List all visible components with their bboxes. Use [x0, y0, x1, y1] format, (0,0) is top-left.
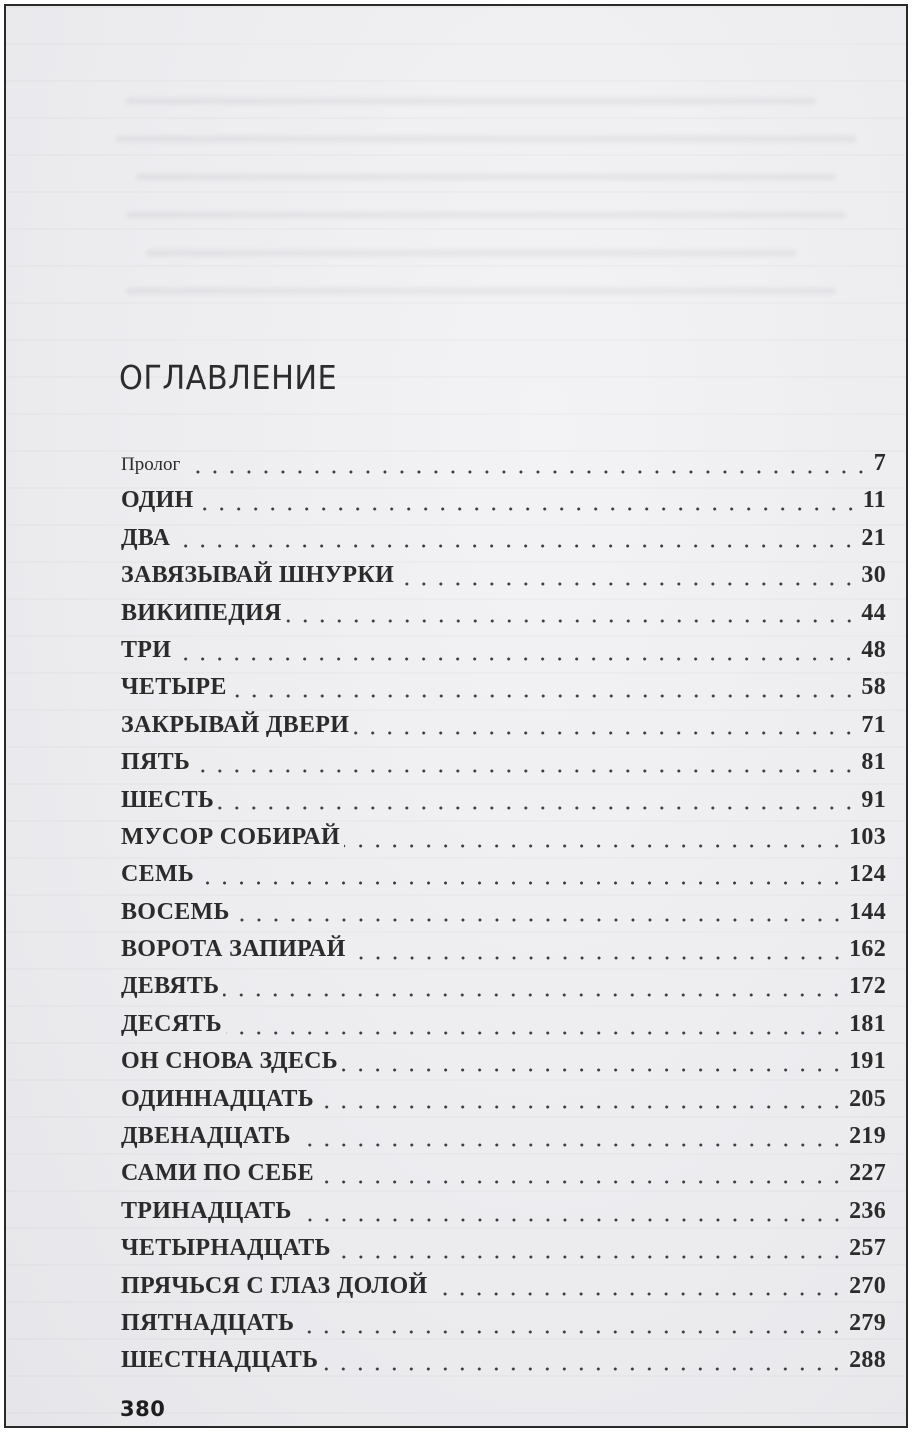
toc-entry-title: ОДИН [121, 487, 194, 514]
dot-leader [231, 694, 858, 698]
toc-entry-title: ПРЯЧЬСЯ С ГЛАЗ ДОЛОЙ [121, 1272, 428, 1299]
toc-entry-page: 124 [849, 861, 886, 888]
dot-leader [431, 1292, 845, 1296]
toc-entry [121, 968, 886, 1005]
show-through-line [126, 288, 836, 294]
toc-entry [121, 482, 886, 519]
toc-entry-page: 7 [873, 450, 886, 476]
dot-leader [218, 806, 857, 810]
toc-entry-title: СЕМЬ [121, 861, 195, 888]
toc-entry-page: 48 [861, 636, 886, 663]
toc-entry-title: ДЕСЯТЬ [121, 1010, 222, 1037]
toc-entry-title: ШЕСТЬ [121, 786, 215, 813]
toc-entry-title: ДВЕНАДЦАТЬ [121, 1123, 291, 1150]
show-through-line [126, 98, 816, 104]
toc-entry-page: 279 [849, 1309, 886, 1336]
toc-entry [121, 856, 886, 893]
dot-leader [318, 1105, 845, 1109]
toc-entry-title: ДЕВЯТЬ [121, 973, 220, 1000]
dot-leader [353, 731, 857, 735]
toc-entry-page: 181 [849, 1010, 886, 1037]
toc-entry-title: ШЕСТНАДЦАТЬ [121, 1347, 319, 1374]
dot-leader [298, 1330, 845, 1334]
toc-entry [121, 1268, 886, 1305]
dot-leader [322, 1367, 845, 1371]
toc-entry-title: ВИКИПЕДИЯ [121, 599, 282, 626]
dot-leader [226, 1031, 845, 1035]
toc-entry-page: 44 [861, 599, 886, 626]
dot-leader [286, 619, 858, 623]
toc-entry-page: 103 [849, 823, 886, 850]
dot-leader [350, 956, 846, 960]
dot-leader [194, 769, 857, 773]
toc-entry [121, 1118, 886, 1155]
dot-leader [398, 582, 857, 586]
dot-leader [318, 1180, 845, 1184]
toc-entry [121, 744, 886, 781]
toc-entry-page: 219 [849, 1123, 886, 1150]
toc-entry-title: ПЯТЬ [121, 749, 191, 776]
toc-entry-title: ОН СНОВА ЗДЕСЬ [121, 1048, 338, 1075]
page-number: 380 [120, 1397, 166, 1421]
toc-entry-page: 162 [849, 936, 886, 963]
toc-entry-title: Пролог [121, 454, 181, 475]
toc-entry-page: 236 [849, 1197, 886, 1224]
toc-entry [121, 557, 886, 594]
toc-entry-page: 288 [849, 1347, 886, 1374]
toc-heading: ОГЛАВЛЕНИЕ [119, 358, 338, 397]
toc-entry [121, 595, 886, 632]
toc-entry-title: ВОСЕМЬ [121, 898, 230, 925]
toc-entry-page: 21 [861, 524, 886, 551]
toc-entry [121, 445, 886, 482]
toc-entry [121, 1342, 886, 1379]
toc-entry-title: ЧЕТЫРНАДЦАТЬ [121, 1235, 331, 1262]
toc-entry-title: ОДИННАДЦАТЬ [121, 1085, 314, 1112]
dot-leader [198, 507, 859, 511]
toc-entry-page: 227 [849, 1160, 886, 1187]
dot-leader [184, 470, 869, 474]
toc-entry [121, 894, 886, 931]
toc-entry [121, 1230, 886, 1267]
dot-leader [342, 1068, 845, 1072]
show-through-line [126, 212, 846, 218]
toc-entry-page: 81 [861, 749, 886, 776]
toc-entry [121, 1155, 886, 1192]
dot-leader [223, 993, 845, 997]
toc-entry [121, 520, 886, 557]
toc-entry [121, 1006, 886, 1043]
toc-entry [121, 669, 886, 706]
toc-entry-page: 11 [862, 487, 886, 514]
toc-entry [121, 819, 886, 856]
dot-leader [234, 918, 845, 922]
toc-entry-title: ПЯТНАДЦАТЬ [121, 1309, 295, 1336]
dot-leader [344, 844, 845, 848]
toc-entry-title: ДВА [121, 524, 171, 551]
toc-entry [121, 782, 886, 819]
toc-entry-page: 191 [849, 1048, 886, 1075]
toc-entry-title: САМИ ПО СЕБЕ [121, 1160, 314, 1187]
toc-entry [121, 1081, 886, 1118]
dot-leader [296, 1218, 845, 1222]
dot-leader [335, 1255, 845, 1259]
toc-entry [121, 632, 886, 669]
show-through-line [136, 174, 836, 180]
book-page [4, 4, 908, 1428]
dot-leader [198, 881, 845, 885]
toc-entry-page: 91 [861, 786, 886, 813]
toc-entry-page: 144 [849, 898, 886, 925]
toc-entry-title: МУСОР СОБИРАЙ [121, 823, 340, 850]
toc-entry [121, 1305, 886, 1342]
toc-entry [121, 1043, 886, 1080]
toc-entry-title: ЗАВЯЗЫВАЙ ШНУРКИ [121, 562, 395, 589]
toc-entry-page: 270 [849, 1272, 886, 1299]
toc-entry-page: 205 [849, 1085, 886, 1112]
toc-entry [121, 1193, 886, 1230]
toc-entry-title: ВОРОТА ЗАПИРАЙ [121, 936, 346, 963]
toc-entry-title: ЗАКРЫВАЙ ДВЕРИ [121, 711, 350, 738]
toc-entry-title: ТРИНАДЦАТЬ [121, 1197, 292, 1224]
show-through-line [146, 250, 796, 256]
dot-leader [174, 544, 857, 548]
toc-entry-page: 172 [849, 973, 886, 1000]
dot-leader [175, 657, 857, 661]
toc-entry-page: 30 [861, 562, 886, 589]
dot-leader [295, 1143, 845, 1147]
toc-entry-title: ТРИ [121, 636, 172, 663]
toc-entry-title: ЧЕТЫРЕ [121, 674, 227, 701]
table-of-contents [121, 445, 886, 1380]
toc-entry [121, 707, 886, 744]
toc-entry-page: 58 [861, 674, 886, 701]
toc-entry [121, 931, 886, 968]
show-through-line [116, 136, 856, 142]
toc-entry-page: 71 [861, 711, 886, 738]
toc-entry-page: 257 [849, 1235, 886, 1262]
